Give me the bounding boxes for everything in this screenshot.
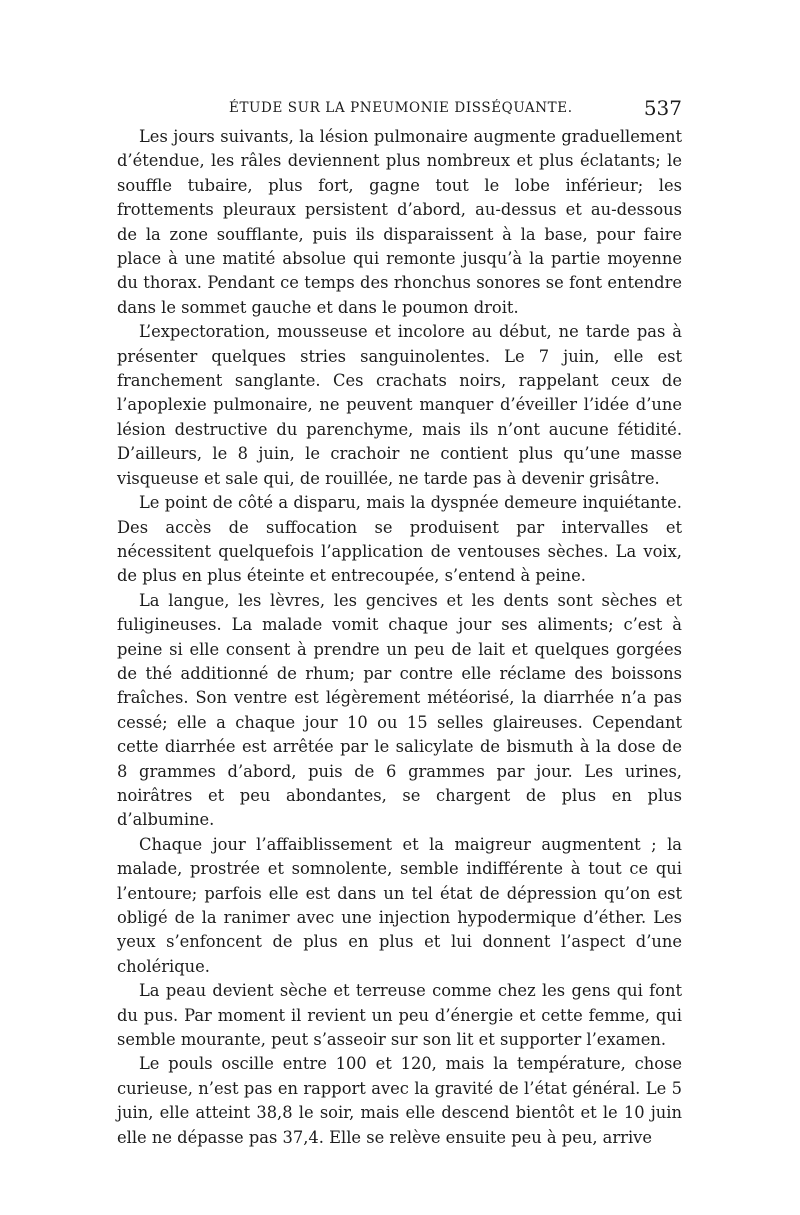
body-text <box>117 125 682 1150</box>
paragraph: Les jours suivants, la lésion pulmonaire augmente graduellement d’étendue, les râles deviennent plus nombreux et plus éclatants; le souffle tubaire, plus fort, gagne tout le lobe inférieur; les frottements pleuraux persistent d’abord, au-dessus et au-dessous de la zone soufflante, puis ils disparaissent à la base, pour faire place à une matité absolue qui remonte jusqu’à la partie moyenne du thorax. Pendant ce temps des rhonchus sonores se font entendre dans le sommet gauche et dans le poumon droit. <box>117 127 682 317</box>
running-title: ÉTUDE SUR LA PNEUMONIE DISSÉQUANTE. <box>229 100 573 116</box>
paragraph: La peau devient sèche et terreuse comme chez les gens qui font du pus. Par moment il revient un peu d’énergie et cette femme, qui semble mourante, peut s’asseoir sur son lit et supporter l’examen. <box>117 981 682 1050</box>
paragraph: Le pouls oscille entre 100 et 120, mais la température, chose curieuse, n’est pas en rapport avec la gravité de l’état général. Le 5 juin, elle atteint 38,8 le soir, mais elle descend bientôt et le 10 juin elle ne dépasse pas 37,4. Elle se relève ensuite peu à peu, arrive <box>117 1054 682 1147</box>
paragraph: La langue, les lèvres, les gencives et les dents sont sèches et fuligineuses. La malade vomit chaque jour ses aliments; c’est à peine si elle consent à prendre un peu de lait et quelques gorgées de thé additionné de rhum; par contre elle réclame des boissons fraîches. Son ventre est légèrement météorisé, la diarrhée n’a pas cessé; elle a chaque jour 10 ou 15 selles glaireuses. Cependant cette diarrhée est arrêtée par le salicylate de bismuth à la dose de 8 grammes d’abord, puis de 6 grammes par jour. Les urines, noirâtres et peu abondantes, se chargent de plus en plus d’albumine. <box>117 590 682 830</box>
page-header <box>117 96 682 122</box>
paragraph: Chaque jour l’affaiblissement et la maigreur augmentent ; la malade, prostrée et somnolente, semble indifférente à tout ce qui l’entoure; parfois elle est dans un tel état de dépression qu’on est obligé de la ranimer avec une injection hypodermique d’éther. Les yeux s’enfoncent de plus en plus et lui donnent l’aspect d’une cholérique. <box>117 834 682 976</box>
paragraph: Le point de côté a disparu, mais la dyspnée demeure inquiétante. Des accès de suffocation se produisent par intervalles et nécessitent quelquefois l’application de ventouses sèches. La voix, de plus en plus éteinte et entrecoupée, s’entend à peine. <box>117 493 682 586</box>
paragraph: L’expectoration, mousseuse et incolore au début, ne tarde pas à présenter quelques stries sanguinolentes. Le 7 juin, elle est franchement sanglante. Ces crachats noirs, rappelant ceux de l’apoplexie pulmonaire, ne peuvent manquer d’éveiller l’idée d’une lésion destructive du parenchyme, mais ils n’ont aucune fétidité. D’ailleurs, le 8 juin, le crachoir ne contient plus qu’une masse visqueuse et sale qui, de rouillée, ne tarde pas à devenir grisâtre. <box>117 322 682 488</box>
page-number: 537 <box>643 96 682 120</box>
